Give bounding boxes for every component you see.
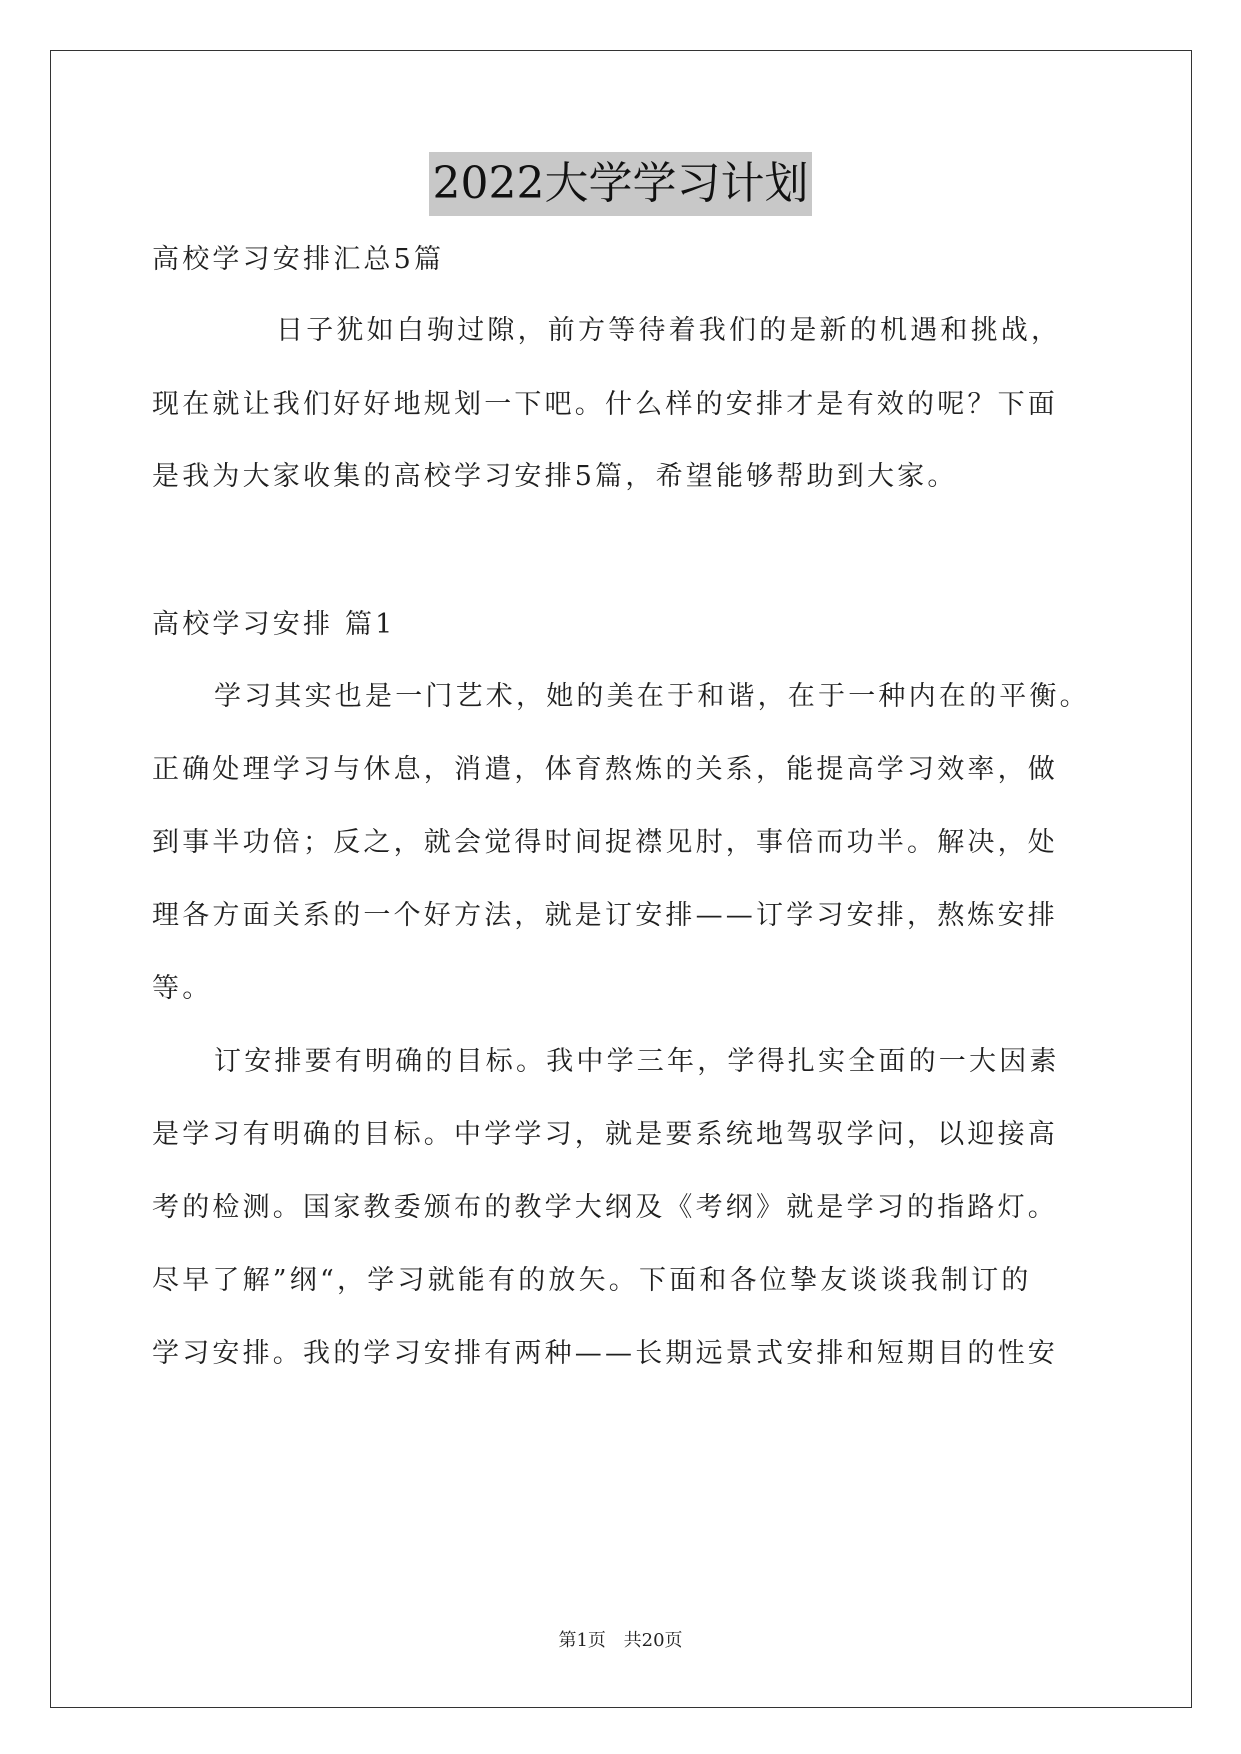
paragraph-line: 是我为大家收集的高校学习安排5篇，希望能够帮助到大家。 (152, 461, 958, 492)
page-number-total: 共20页 (623, 1630, 683, 1651)
paragraph-line: 学习安排。我的学习安排有两种——长期远景式安排和短期目的性安 (152, 1338, 1058, 1369)
paragraph-line: 学习其实也是一门艺术，她的美在于和谐，在于一种内在的平衡。 (214, 681, 1090, 712)
paragraph-line: 是学习有明确的目标。中学学习，就是要系统地驾驭学问，以迎接高 (152, 1119, 1058, 1150)
page-footer (0, 1628, 1241, 1654)
document-title: 2022大学学习计划 (429, 152, 813, 216)
paragraph-line: 理各方面关系的一个好方法，就是订安排——订学习安排，熬炼安排 (152, 900, 1058, 931)
paragraph-line: 到事半功倍；反之，就会觉得时间捉襟见肘，事倍而功半。解决，处 (152, 827, 1058, 858)
paragraph-line: 正确处理学习与休息，消遣，体育熬炼的关系，能提高学习效率，做 (152, 754, 1058, 785)
paragraph-line: 等。 (152, 973, 213, 1004)
section-heading: 高校学习安排 篇1 (152, 609, 396, 640)
paragraph-line: 现在就让我们好好地规划一下吧。什么样的安排才是有效的呢？下面 (152, 389, 1058, 420)
paragraph-line: 考的检测。国家教委颁布的教学大纲及《考纲》就是学习的指路灯。 (152, 1192, 1058, 1223)
page-number-current: 第1页 (558, 1630, 606, 1651)
page-border (50, 50, 1192, 1708)
paragraph-line: 日子犹如白驹过隙，前方等待着我们的是新的机遇和挑战， (276, 315, 1062, 346)
paragraph-line: 尽早了解”纲“，学习就能有的放矢。下面和各位挚友谈谈我制订的 (152, 1265, 1032, 1296)
subtitle-line: 高校学习安排汇总5篇 (152, 244, 445, 275)
paragraph-line: 订安排要有明确的目标。我中学三年，学得扎实全面的一大因素 (214, 1046, 1060, 1077)
title-container (0, 152, 1241, 216)
